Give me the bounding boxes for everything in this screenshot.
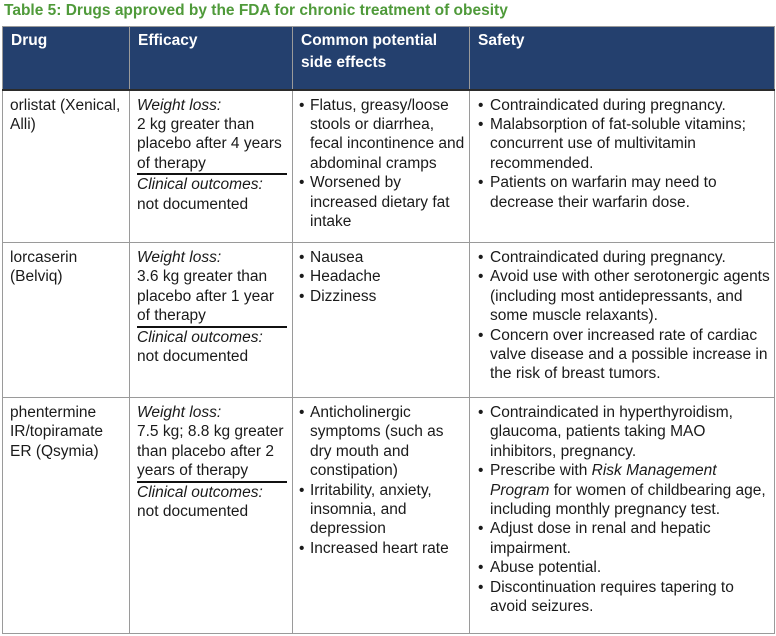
safety-list <box>470 243 774 384</box>
table-row <box>3 398 775 634</box>
list-item: • Anticholinergic symptoms (such as dry mouth and constipation) <box>299 403 465 481</box>
list-item: • Worsened by increased dietary fat intake <box>299 173 465 231</box>
weight-loss-label: Weight loss: <box>137 249 222 266</box>
side-effects-list <box>293 398 469 558</box>
list-item: • Increased heart rate <box>299 539 465 558</box>
side-effects-list <box>293 91 469 232</box>
list-item: • Irritability, anxiety, insomnia, and depression <box>299 481 465 539</box>
list-item: • Contraindicated during pregnancy. <box>478 248 772 267</box>
table-header-row <box>3 27 775 90</box>
risk-program-name: Risk Management Program <box>490 462 717 499</box>
header-safety: Safety <box>470 27 775 90</box>
outcomes-label: Clinical outcomes: <box>137 483 263 501</box>
list-item: • Headache <box>299 267 465 286</box>
list-item: • Dizziness <box>299 287 465 306</box>
list-item: • Malabsorption of fat-soluble vitamins; concurrent use of multivitamin recommended. <box>478 115 772 173</box>
weight-loss-label: Weight loss: <box>137 96 222 114</box>
safety-text-before: Prescribe with <box>490 462 592 480</box>
weight-loss-block <box>137 96 287 176</box>
list-item <box>478 461 772 519</box>
side-effects-cell <box>293 90 470 243</box>
drug-cell: phentermine IR/topiramate ER (Qsymia) <box>3 398 130 634</box>
safety-cell <box>470 90 775 243</box>
header-side-effects: Common potential side effects <box>293 27 470 90</box>
efficacy-cell <box>130 90 293 243</box>
list-item: • Concern over increased rate of cardiac valve disease and a possible increase in the risk of breast tumors. <box>478 326 772 384</box>
table-row <box>3 243 775 398</box>
list-item: • Patients on warfarin may need to decrease their warfarin dose. <box>478 173 772 212</box>
safety-cell <box>470 398 775 634</box>
safety-list <box>470 398 774 616</box>
list-item: • Discontinuation requires tapering to avoid seizures. <box>478 578 772 617</box>
table-caption: Table 5: Drugs approved by the FDA for chronic treatment of obesity <box>4 2 508 19</box>
efficacy-cell <box>130 243 293 398</box>
weight-loss-value: 2 kg greater than placebo after 4 years of therapy <box>137 115 282 172</box>
outcomes-value: not documented <box>137 503 249 521</box>
side-effects-list <box>293 243 469 306</box>
weight-loss-label: Weight loss: <box>137 404 222 421</box>
outcomes-block <box>137 175 287 214</box>
efficacy-cell <box>130 398 293 634</box>
obesity-drugs-table <box>2 26 775 634</box>
list-item: • Abuse potential. <box>478 558 772 577</box>
weight-loss-value: 7.5 kg; 8.8 kg greater than placebo after 2 years of therapy <box>137 423 284 480</box>
list-item: • Contraindicated in hyperthyroidism, glaucoma, patients taking MAO inhibitors, pregnancy. <box>478 403 772 461</box>
header-efficacy: Efficacy <box>130 27 293 90</box>
weight-loss-block <box>137 403 287 483</box>
safety-list <box>470 91 774 212</box>
list-item: • Avoid use with other serotonergic agents (including most antidepressants, and some muscle relaxants). <box>478 267 772 325</box>
list-item: • Adjust dose in renal and hepatic impairment. <box>478 519 772 558</box>
drug-cell: lorcaserin (Belviq) <box>3 243 130 398</box>
safety-cell <box>470 243 775 398</box>
drug-cell: orlistat (Xenical, Alli) <box>3 90 130 243</box>
outcomes-label: Clinical outcomes: <box>137 328 263 346</box>
list-item: • Contraindicated during pregnancy. <box>478 96 772 115</box>
header-drug: Drug <box>3 27 130 90</box>
weight-loss-value: 3.6 kg greater than placebo after 1 year of therapy <box>137 268 275 325</box>
side-effects-cell <box>293 243 470 398</box>
outcomes-label: Clinical outcomes: <box>137 176 263 194</box>
weight-loss-block <box>137 248 287 328</box>
outcomes-block <box>137 328 287 367</box>
list-item: • Nausea <box>299 248 465 267</box>
outcomes-value: not documented <box>137 195 249 213</box>
side-effects-cell <box>293 398 470 634</box>
outcomes-value: not documented <box>137 348 249 366</box>
safety-text-after: for women of childbearing age, including monthly pregnancy test. <box>490 481 766 519</box>
outcomes-block <box>137 483 287 522</box>
table-row <box>3 90 775 243</box>
list-item: • Flatus, greasy/loose stools or diarrhea, fecal incontinence and abdominal cramps <box>299 96 465 174</box>
